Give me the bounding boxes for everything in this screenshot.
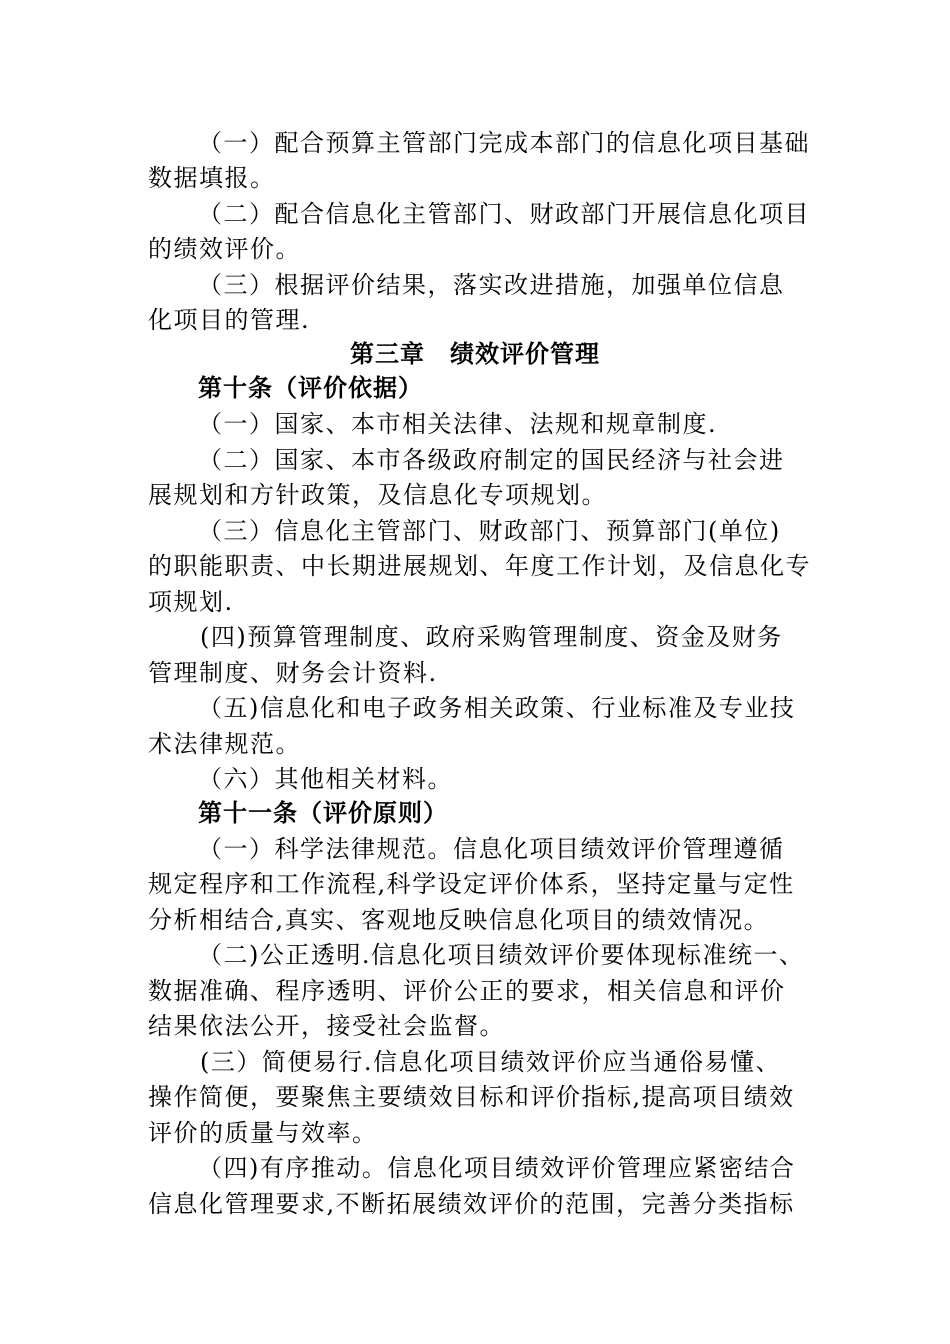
paragraph-line: 展规划和方针政策，及信息化专项规划。 bbox=[148, 481, 607, 509]
paragraph-line: 化项目的管理. bbox=[148, 306, 311, 334]
paragraph-line: 数据准确、程序透明、评价公正的要求，相关信息和评价 bbox=[148, 977, 786, 1005]
paragraph-line: （五)信息化和电子政务相关政策、行业标准及专业技 bbox=[198, 694, 796, 722]
paragraph-line: 分析相结合,真实、客观地反映信息化项目的绩效情况。 bbox=[148, 906, 770, 934]
paragraph-line: （一）国家、本市相关法律、法规和规章制度. bbox=[198, 410, 718, 438]
paragraph-line: 管理制度、财务会计资料. bbox=[148, 659, 438, 687]
paragraph-line: （三）信息化主管部门、财政部门、预算部门(单位) bbox=[198, 517, 781, 545]
paragraph-line: （六）其他相关材料。 bbox=[198, 765, 453, 793]
article-heading: 第十条（评价依据） bbox=[198, 373, 423, 402]
paragraph-line: （一）科学法律规范。信息化项目绩效评价管理遵循 bbox=[198, 835, 785, 863]
article-heading: 第十一条（评价原则） bbox=[198, 798, 448, 827]
paragraph-line: （二）配合信息化主管部门、财政部门开展信息化项目 bbox=[198, 200, 810, 228]
paragraph-line: 数据填报。 bbox=[148, 164, 276, 192]
paragraph-line: 评价的质量与效率。 bbox=[148, 1119, 378, 1147]
chapter-heading: 第三章 绩效评价管理 bbox=[350, 339, 600, 368]
paragraph-line: （四)有序推动。信息化项目绩效评价管理应紧密结合 bbox=[198, 1154, 796, 1182]
paragraph-line: (四)预算管理制度、政府采购管理制度、资金及财务 bbox=[200, 623, 783, 651]
paragraph-line: （三）根据评价结果，落实改进措施，加强单位信息 bbox=[198, 271, 785, 299]
paragraph-line: 操作简便，要聚焦主要绩效目标和评价指标,提高项目绩效 bbox=[148, 1083, 795, 1111]
paragraph-line: 的绩效评价。 bbox=[148, 235, 301, 263]
paragraph-line: （一）配合预算主管部门完成本部门的信息化项目基础 bbox=[198, 129, 810, 157]
paragraph-line: （二)公正透明.信息化项目绩效评价要体现标准统一、 bbox=[198, 941, 805, 969]
paragraph-line: (三）简便易行.信息化项目绩效评价应当通俗易懂、 bbox=[200, 1048, 781, 1076]
paragraph-line: 信息化管理要求,不断拓展绩效评价的范围，完善分类指标 bbox=[148, 1190, 795, 1218]
paragraph-line: （二）国家、本市各级政府制定的国民经济与社会进 bbox=[198, 446, 785, 474]
paragraph-line: 项规划. bbox=[148, 588, 234, 616]
paragraph-line: 的职能职责、中长期进展规划、年度工作计划，及信息化专 bbox=[148, 552, 811, 580]
paragraph-line: 术法律规范。 bbox=[148, 730, 301, 758]
paragraph-line: 规定程序和工作流程,科学设定评价体系，坚持定量与定性 bbox=[148, 870, 795, 898]
paragraph-line: 结果依法公开，接受社会监督。 bbox=[148, 1012, 505, 1040]
